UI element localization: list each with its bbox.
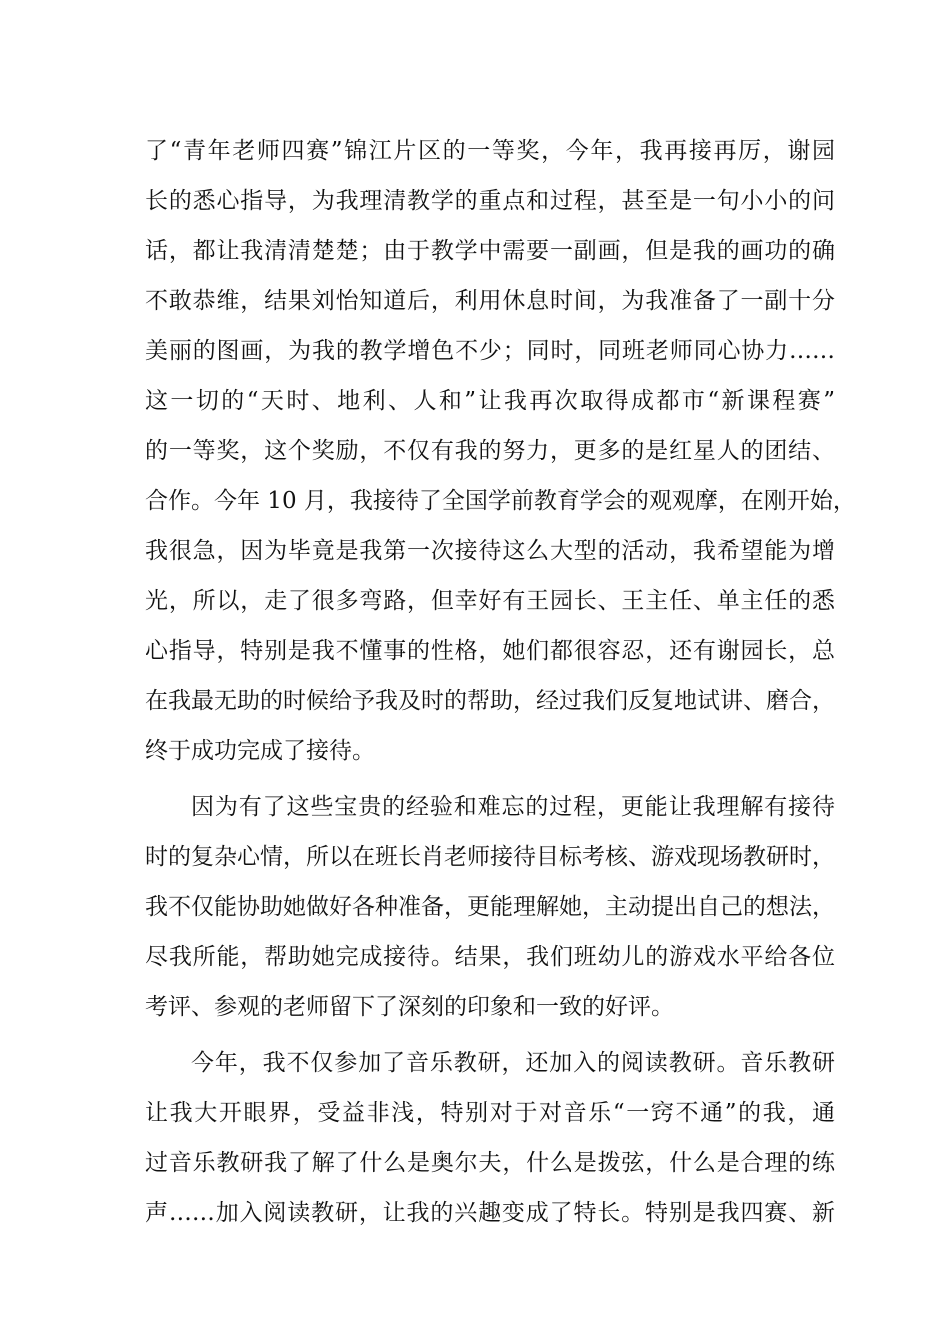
text-line: 尽我所能，帮助她完成接待。结果，我们班幼儿的游戏水平给各位 [145, 944, 835, 970]
paragraph [145, 126, 856, 776]
paragraph [145, 1038, 835, 1238]
text-line: 的一等奖，这个奖励，不仅有我的努力，更多的是红星人的团结、 [145, 438, 835, 464]
text-line: 因为有了这些宝贵的经验和难忘的过程，更能让我理解有接待 [191, 794, 835, 820]
text-line: 声……加入阅读教研，让我的兴趣变成了特长。特别是我四赛、新 [145, 1200, 835, 1226]
text-line: 长的悉心指导，为我理清教学的重点和过程，甚至是一句小小的问 [145, 188, 835, 214]
text-line: 美丽的图画，为我的教学增色不少；同时，同班老师同心协力…… [145, 338, 835, 364]
text-line: 我不仅能协助她做好各种准备，更能理解她，主动提出自己的想法， [145, 894, 835, 920]
text-line: 今年，我不仅参加了音乐教研，还加入的阅读教研。音乐教研 [191, 1050, 835, 1076]
text-line: 光，所以，走了很多弯路，但幸好有王园长、王主任、单主任的悉 [145, 588, 835, 614]
text-line: 过音乐教研我了解了什么是奥尔夫，什么是拨弦，什么是合理的练 [145, 1150, 835, 1176]
text-line: 合作。今年 10 月，我接待了全国学前教育学会的观观摩，在刚开始， [145, 488, 856, 514]
text-line: 在我最无助的时候给予我及时的帮助，经过我们反复地试讲、磨合， [145, 688, 835, 714]
text-line: 我很急，因为毕竟是我第一次接待这么大型的活动，我希望能为增 [145, 538, 835, 564]
text-line: 这一切的“天时、地利、人和”让我再次取得成都市“新课程赛” [145, 388, 835, 414]
text-line: 了“青年老师四赛”锦江片区的一等奖，今年，我再接再厉，谢园 [145, 138, 835, 164]
text-line: 考评、参观的老师留下了深刻的印象和一致的好评。 [145, 994, 674, 1020]
document-body [145, 126, 856, 1238]
paragraph [145, 782, 835, 1032]
text-line: 心指导，特别是我不懂事的性格，她们都很容忍，还有谢园长，总 [145, 638, 835, 664]
text-line: 时的复杂心情，所以在班长肖老师接待目标考核、游戏现场教研时， [145, 844, 835, 870]
text-line: 让我大开眼界，受益非浅，特别对于对音乐“一窍不通”的我，通 [145, 1100, 835, 1126]
text-line: 终于成功完成了接待。 [145, 738, 375, 764]
text-line: 不敢恭维，结果刘怡知道后，利用休息时间，为我准备了一副十分 [145, 288, 835, 314]
text-line: 话，都让我清清楚楚；由于教学中需要一副画，但是我的画功的确 [145, 238, 835, 264]
